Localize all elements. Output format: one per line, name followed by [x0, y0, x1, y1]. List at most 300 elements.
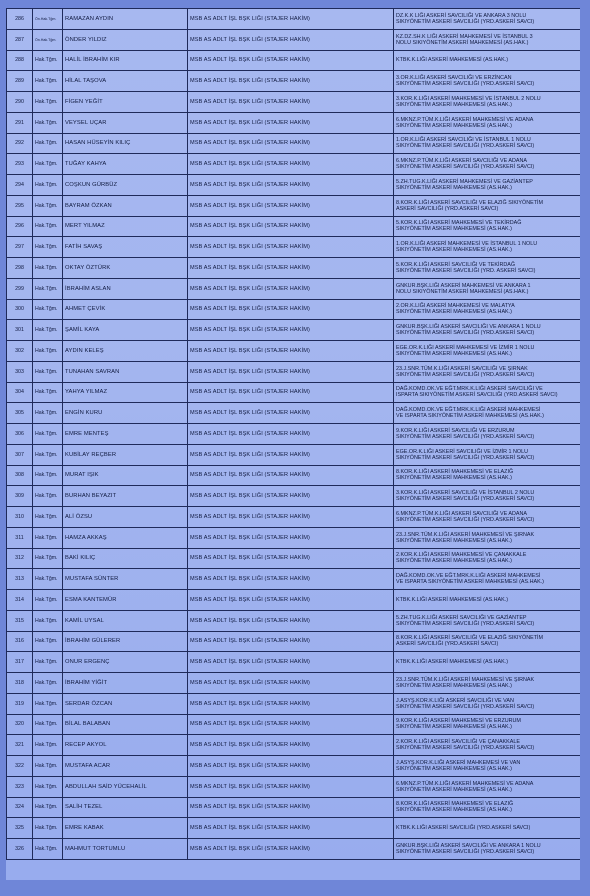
assignment-line: 8.KOR.K.LIĞI ASKERİ MAHKEMESİ VE ELAZIĞ [396, 469, 514, 476]
rank-cell: Hak.Tğm. [33, 569, 63, 590]
assignment-cell [394, 673, 581, 694]
unit-cell: MSB AS ADLT İŞL BŞK LIĞI (STAJER HAKİM) [188, 299, 394, 320]
unit-cell: MSB AS ADLT İŞL BŞK LIĞI (STAJER HAKİM) [188, 631, 394, 652]
assignment-cell [394, 548, 581, 569]
name-cell: RECEP AKYOL [63, 735, 188, 756]
rank-cell: Hak.Tğm. [33, 341, 63, 362]
assignment-line: SIKIYÖNETİM ASKERİ SAVCILIĞI (YRD.ASKERİ SAVCI) [396, 164, 535, 171]
assignment-line: ASKERİ SAVCILIĞI (YRD.ASKERİ SAVCI) [396, 205, 499, 212]
rank-cell: Hak.Tğm. [33, 424, 63, 445]
assignment-cell [394, 195, 581, 216]
assignment-line: SIKIYÖNETİM ASKERİ MAHKEMESİ (AS.HAK.) [396, 350, 512, 357]
assignment-line: GNKUR.BŞK.LIĞI ASKERİ SAVCILIĞI VE ANKARA 1 NOLU [396, 842, 541, 849]
assignment-line: NOLU SIKIYÖNETİM ASKERİ MAHKEMESİ (AS.HAK.) [396, 39, 529, 46]
assignment-cell [394, 527, 581, 548]
rank-cell: Hak.Tğm. [33, 71, 63, 92]
name-cell: KUBİLAY REÇBER [63, 444, 188, 465]
unit-cell: MSB AS ADLT İŞL BŞK LIĞI (STAJER HAKİM) [188, 112, 394, 133]
assignment-line: DAĞ.KOMD.OK.VE EĞT.MRK.K.LIĞI ASKERİ MAHKEMESİ [396, 407, 541, 414]
assignment-line: SIKIYÖNETİM ASKERİ SAVCILIĞI (YRD.ASKERİ SAVCI) [396, 371, 535, 378]
rank-cell: Ön.Hak.Tğm. [33, 29, 63, 50]
rank-cell: Hak.Tğm. [33, 278, 63, 299]
unit-cell: MSB AS ADLT İŞL BŞK LIĞI (STAJER HAKİM) [188, 507, 394, 528]
assignment-cell [394, 29, 581, 50]
assignment-line: 2.KOR.K.LIĞI ASKERİ MAHKEMESİ VE ÇANAKKALE [396, 552, 527, 559]
table-row [7, 258, 581, 279]
assignment-line: 6.MKNZ.P.TÜM.K.LIĞI ASKERİ SAVCILIĞI VE ADANA [396, 510, 528, 517]
table-row [7, 590, 581, 611]
row-number: 294 [7, 175, 33, 196]
rank-cell: Hak.Tğm. [33, 154, 63, 175]
unit-cell: MSB AS ADLT İŞL BŞK LIĞI (STAJER HAKİM) [188, 756, 394, 777]
unit-cell: MSB AS ADLT İŞL BŞK LIĞI (STAJER HAKİM) [188, 714, 394, 735]
rank-cell: Hak.Tğm. [33, 590, 63, 611]
assignment-line: KTBK.K.LIĞI ASKERİ MAHKEMESİ (AS.HAK.) [396, 57, 509, 64]
table-row [7, 839, 581, 860]
unit-cell: MSB AS ADLT İŞL BŞK LIĞI (STAJER HAKİM) [188, 175, 394, 196]
row-number: 319 [7, 693, 33, 714]
rank-cell: Hak.Tğm. [33, 527, 63, 548]
rank-cell: Hak.Tğm. [33, 195, 63, 216]
assignment-cell [394, 278, 581, 299]
row-number: 310 [7, 507, 33, 528]
row-number: 300 [7, 299, 33, 320]
assignment-line: 8.KOR.K.LIĞI ASKERİ SAVCILIĞI VE ELAZIĞ SIKIYÖNETİM [396, 199, 543, 206]
assignment-cell [394, 258, 581, 279]
table-row [7, 631, 581, 652]
table-row [7, 735, 581, 756]
name-cell: MUSTAFA ACAR [63, 756, 188, 777]
table-row [7, 29, 581, 50]
rank-cell: Hak.Tğm. [33, 299, 63, 320]
assignment-cell [394, 299, 581, 320]
rank-cell: Hak.Tğm. [33, 382, 63, 403]
assignment-line: 3.KOR.K.LIĞI ASKERİ MAHKEMESİ VE İSTANBUL 2 NOLU [396, 95, 541, 102]
assignment-cell [394, 112, 581, 133]
table-row [7, 133, 581, 154]
name-cell: ONUR ERGENÇ [63, 652, 188, 673]
rank-cell: Hak.Tğm. [33, 797, 63, 818]
unit-cell: MSB AS ADLT İŞL BŞK LIĞI (STAJER HAKİM) [188, 133, 394, 154]
rank-cell: Hak.Tğm. [33, 465, 63, 486]
rank-cell: Hak.Tğm. [33, 652, 63, 673]
row-number: 305 [7, 403, 33, 424]
row-number: 323 [7, 776, 33, 797]
assignment-line: SIKIYÖNETİM ASKERİ SAVCILIĞI (YRD.ASKERİ SAVCI) [396, 18, 535, 25]
rank-cell: Hak.Tğm. [33, 714, 63, 735]
assignment-line: 2.KOR.K.LIĞI ASKERİ SAVCILIĞI VE ÇANAKKALE [396, 739, 520, 746]
rank-cell: Hak.Tğm. [33, 818, 63, 839]
rank-cell: Hak.Tğm. [33, 237, 63, 258]
assignment-line: 1.OR.K.LIĞI ASKERİ SAVCILIĞI VE İSTANBUL 1 NOLU [396, 137, 531, 144]
name-cell: ESMA KANTEMÜR [63, 590, 188, 611]
assignment-cell [394, 507, 581, 528]
table-row [7, 714, 581, 735]
name-cell: BAKİ KILIÇ [63, 548, 188, 569]
row-number: 326 [7, 839, 33, 860]
assignment-line: VE ISPARTA SIKIYÖNETİM ASKERİ MAHKEMESİ (AS.HAK.) [396, 579, 544, 586]
assignment-line: 5.ZH.TUG.K.LIĞI ASKERİ SAVCILIĞI VE GAZİANTEP [396, 614, 527, 621]
name-cell: SERDAR ÖZCAN [63, 693, 188, 714]
unit-cell: MSB AS ADLT İŞL BŞK LIĞI (STAJER HAKİM) [188, 361, 394, 382]
assignment-line: SIKIYÖNETİM ASKERİ MAHKEMESİ (AS.HAK.) [396, 786, 512, 793]
assignment-line: 9.KOR.K.LIĞI ASKERİ SAVCILIĞI VE ERZURUM [396, 427, 515, 434]
unit-cell: MSB AS ADLT İŞL BŞK LIĞI (STAJER HAKİM) [188, 465, 394, 486]
rank-cell: Hak.Tğm. [33, 756, 63, 777]
unit-cell: MSB AS ADLT İŞL BŞK LIĞI (STAJER HAKİM) [188, 216, 394, 237]
unit-cell: MSB AS ADLT İŞL BŞK LIĞI (STAJER HAKİM) [188, 486, 394, 507]
assignment-line: SIKIYÖNETİM ASKERİ SAVCILIĞI (YRD.ASKERİ SAVCI) [396, 454, 535, 461]
assignment-line: 5.KOR.K.LIĞI ASKERİ MAHKEMESİ VE TEKİRDAĞ [396, 220, 522, 227]
row-number: 325 [7, 818, 33, 839]
assignment-line: NOLU SIKIYÖNETİM ASKERİ MAHKEMESİ (AS.HAK.) [396, 288, 529, 295]
rank-cell: Hak.Tğm. [33, 693, 63, 714]
unit-cell: MSB AS ADLT İŞL BŞK LIĞI (STAJER HAKİM) [188, 320, 394, 341]
assignment-line: SIKIYÖNETİM ASKERİ MAHKEMESİ (AS.HAK.) [396, 724, 512, 731]
assignment-line: VE ISPARTA SIKIYÖNETİM ASKERİ MAHKEMESİ (AS.HAK.) [396, 413, 544, 420]
table-row [7, 797, 581, 818]
table-row [7, 195, 581, 216]
appointment-table [6, 8, 580, 860]
name-cell: EMRE MENTEŞ [63, 424, 188, 445]
rank-cell: Hak.Tğm. [33, 50, 63, 71]
document-page [6, 8, 580, 880]
table-row [7, 527, 581, 548]
assignment-cell [394, 465, 581, 486]
name-cell: HALİL İBRAHİM KIR [63, 50, 188, 71]
assignment-line: 1.OR.K.LIĞI ASKERİ MAHKEMESİ VE İSTANBUL 1 NOLU [396, 241, 538, 248]
rank-cell: Hak.Tğm. [33, 216, 63, 237]
assignment-line: SIKIYÖNETİM ASKERİ MAHKEMESİ (AS.HAK.) [396, 101, 512, 108]
name-cell: VEYSEL UÇAR [63, 112, 188, 133]
rank-cell: Hak.Tğm. [33, 92, 63, 113]
unit-cell: MSB AS ADLT İŞL BŞK LIĞI (STAJER HAKİM) [188, 693, 394, 714]
rank-cell: Hak.Tğm. [33, 548, 63, 569]
name-cell: İBRAHİM GÜLERER [63, 631, 188, 652]
assignment-cell [394, 652, 581, 673]
row-number: 321 [7, 735, 33, 756]
unit-cell: MSB AS ADLT İŞL BŞK LIĞI (STAJER HAKİM) [188, 424, 394, 445]
table-row [7, 154, 581, 175]
table-row [7, 486, 581, 507]
assignment-cell [394, 154, 581, 175]
assignment-cell [394, 71, 581, 92]
table-row [7, 341, 581, 362]
table-row [7, 112, 581, 133]
table-row [7, 652, 581, 673]
row-number: 293 [7, 154, 33, 175]
assignment-line: SIKIYÖNETİM ASKERİ SAVCILIĞI (YRD.ASKERİ SAVCI) [396, 516, 535, 523]
name-cell: BİLAL BALABAN [63, 714, 188, 735]
row-number: 288 [7, 50, 33, 71]
row-number: 311 [7, 527, 33, 548]
assignment-line: SIKIYÖNETİM ASKERİ SAVCILIĞI (YRD.ASKERİ SAVCI) [396, 848, 535, 855]
name-cell: SALİH TEZEL [63, 797, 188, 818]
assignment-cell [394, 756, 581, 777]
assignment-line: 6.MKNZ.P.TÜM.K.LIĞI ASKERİ MAHKEMESİ VE ADANA [396, 116, 534, 123]
name-cell: FİGEN YEĞİT [63, 92, 188, 113]
rank-cell: Hak.Tğm. [33, 403, 63, 424]
row-number: 299 [7, 278, 33, 299]
table-row [7, 569, 581, 590]
rank-cell: Hak.Tğm. [33, 486, 63, 507]
assignment-line: 5.KOR.K.LIĞI ASKERİ SAVCILIĞI VE TEKİRDAĞ [396, 261, 516, 268]
row-number: 322 [7, 756, 33, 777]
unit-cell: MSB AS ADLT İŞL BŞK LIĞI (STAJER HAKİM) [188, 237, 394, 258]
row-number: 301 [7, 320, 33, 341]
row-number: 306 [7, 424, 33, 445]
table-row [7, 320, 581, 341]
assignment-cell [394, 797, 581, 818]
assignment-cell [394, 175, 581, 196]
name-cell: MERT YILMAZ [63, 216, 188, 237]
assignment-cell [394, 50, 581, 71]
rank-cell: Hak.Tğm. [33, 631, 63, 652]
row-number: 292 [7, 133, 33, 154]
assignment-line: SIKIYÖNETİM ASKERİ SAVCILIĞI (YRD.ASKERİ SAVCI) [396, 81, 535, 88]
table-row [7, 548, 581, 569]
assignment-line: EGE.OR.K.LIĞI ASKERİ MAHKEMESİ VE İZMİR 1 NOLU [396, 344, 535, 351]
assignment-line: SIKIYÖNETİM ASKERİ MAHKEMESİ (AS.HAK.) [396, 226, 512, 233]
rank-cell: Hak.Tğm. [33, 133, 63, 154]
rank-cell: Hak.Tğm. [33, 507, 63, 528]
assignment-line: KZ.DZ.SH.K LIĞI ASKERİ MAHKEMESİ VE İSTANBUL 3 [396, 33, 533, 40]
assignment-line: 3.OR.K.LIĞI ASKERİ SAVCILIĞI VE ERZİNCAN [396, 75, 512, 82]
name-cell: ABDULLAH SAİD YÜCEHALİL [63, 776, 188, 797]
assignment-line: 23.J.SNR.TÜM.K.LIĞI ASKERİ MAHKEMESİ VE ŞIRNAK [396, 531, 535, 538]
assignment-line: SIKIYÖNETİM ASKERİ MAHKEMESİ (AS.HAK.) [396, 475, 512, 482]
assignment-line: SIKIYÖNETİM ASKERİ MAHKEMESİ (AS.HAK.) [396, 122, 512, 129]
rank-cell: Hak.Tğm. [33, 175, 63, 196]
rank-cell: Hak.Tğm. [33, 776, 63, 797]
table-row [7, 818, 581, 839]
unit-cell: MSB AS ADLT İŞL BŞK LIĞI (STAJER HAKİM) [188, 195, 394, 216]
unit-cell: MSB AS ADLT İŞL BŞK LIĞI (STAJER HAKİM) [188, 92, 394, 113]
row-number: 302 [7, 341, 33, 362]
rank-cell: Hak.Tğm. [33, 258, 63, 279]
name-cell: YAHYA YILMAZ [63, 382, 188, 403]
assignment-line: SIKIYÖNETİM ASKERİ MAHKEMESİ (AS.HAK.) [396, 682, 512, 689]
assignment-cell [394, 714, 581, 735]
assignment-line: DZ.K.K LIĞI ASKERİ SAVCILIĞI VE ANKARA 3 NOLU [396, 12, 527, 19]
name-cell: İBRAHİM ASLAN [63, 278, 188, 299]
row-number: 307 [7, 444, 33, 465]
table-row [7, 278, 581, 299]
table-row [7, 673, 581, 694]
assignment-line: DAĞ.KOMD.OK.VE EĞT.MRK.K.LIĞI ASKERİ MAHKEMESİ [396, 573, 541, 580]
table-row [7, 382, 581, 403]
assignment-line: GNKUR.BŞK.LIĞI ASKERİ SAVCILIĞI VE ANKARA 1 NOLU [396, 324, 541, 331]
assignment-cell [394, 839, 581, 860]
assignment-line: 9.KOR.K.LIĞI ASKERİ MAHKEMESİ VE ERZURUM [396, 718, 521, 725]
row-number: 295 [7, 195, 33, 216]
unit-cell: MSB AS ADLT İŞL BŞK LIĞI (STAJER HAKİM) [188, 50, 394, 71]
assignment-line: SIKIYÖNETİM ASKERİ SAVCILIĞI (YRD. ASKERİ SAVCI) [396, 267, 536, 274]
assignment-line: SIKIYÖNETİM ASKERİ MAHKEMESİ (AS.HAK.) [396, 558, 512, 565]
table-row [7, 92, 581, 113]
assignment-line: SIKIYÖNETİM ASKERİ MAHKEMESİ (AS.HAK.) [396, 537, 512, 544]
assignment-line: KTBK.K.LIĞI ASKERİ SAVCILIĞI (YRD.ASKERİ SAVCI) [396, 825, 531, 832]
assignment-line: ASKERİ SAVCILIĞI (YRD.ASKERİ SAVCI) [396, 641, 499, 648]
table-row [7, 71, 581, 92]
assignment-line: 23.J.SNR.TÜM.K.LIĞI ASKERİ MAHKEMESİ VE ŞIRNAK [396, 676, 535, 683]
assignment-line: SIKIYÖNETİM ASKERİ SAVCILIĞI (YRD.ASKERİ SAVCI) [396, 620, 535, 627]
assignment-cell [394, 776, 581, 797]
name-cell: EMRE KABAK [63, 818, 188, 839]
row-number: 304 [7, 382, 33, 403]
name-cell: KAMİL UYSAL [63, 610, 188, 631]
assignment-line: GNKUR.BŞK.LIĞI ASKERİ MAHKEMESİ VE ANKARA 1 [396, 282, 531, 289]
assignment-line: SIKIYÖNETİM ASKERİ SAVCILIĞI (YRD.ASKERİ SAVCI) [396, 330, 535, 337]
rank-cell: Hak.Tğm. [33, 320, 63, 341]
rank-cell: Ön.Hak.Tğm. [33, 9, 63, 30]
assignment-cell [394, 133, 581, 154]
name-cell: AHMET ÇEVİK [63, 299, 188, 320]
row-number: 290 [7, 92, 33, 113]
assignment-cell [394, 693, 581, 714]
assignment-line: SIKIYÖNETİM ASKERİ SAVCILIĞI (YRD.ASKERİ SAVCI) [396, 143, 535, 150]
table-row [7, 465, 581, 486]
assignment-line: 8.KOR.K.LIĞI ASKERİ MAHKEMESİ VE ELAZIĞ [396, 801, 514, 808]
row-number: 312 [7, 548, 33, 569]
assignment-cell [394, 382, 581, 403]
row-number: 324 [7, 797, 33, 818]
unit-cell: MSB AS ADLT İŞL BŞK LIĞI (STAJER HAKİM) [188, 29, 394, 50]
row-number: 286 [7, 9, 33, 30]
row-number: 308 [7, 465, 33, 486]
assignment-line: 5.ZH.TUG.K.LIĞI ASKERİ MAHKEMESİ VE GAZİANTEP [396, 178, 533, 185]
assignment-line: 23.J.SNR.TÜM.K.LIĞI ASKERİ SAVCILIĞI VE ŞIRNAK [396, 365, 528, 372]
rank-cell: Hak.Tğm. [33, 735, 63, 756]
assignment-line: J.ASYŞ.KOR.K.LIĞI ASKERİ SAVCILIĞI VE VAN [396, 697, 514, 704]
unit-cell: MSB AS ADLT İŞL BŞK LIĞI (STAJER HAKİM) [188, 258, 394, 279]
name-cell: BAYRAM ÖZKAN [63, 195, 188, 216]
unit-cell: MSB AS ADLT İŞL BŞK LIĞI (STAJER HAKİM) [188, 527, 394, 548]
name-cell: HASAN HÜSEYİN KILIÇ [63, 133, 188, 154]
row-number: 297 [7, 237, 33, 258]
row-number: 316 [7, 631, 33, 652]
rank-cell: Hak.Tğm. [33, 673, 63, 694]
name-cell: MURAT IŞIK [63, 465, 188, 486]
unit-cell: MSB AS ADLT İŞL BŞK LIĞI (STAJER HAKİM) [188, 652, 394, 673]
assignment-cell [394, 590, 581, 611]
unit-cell: MSB AS ADLT İŞL BŞK LIĞI (STAJER HAKİM) [188, 776, 394, 797]
name-cell: TUNAHAN SAVRAN [63, 361, 188, 382]
assignment-cell [394, 92, 581, 113]
row-number: 287 [7, 29, 33, 50]
assignment-cell [394, 818, 581, 839]
row-number: 315 [7, 610, 33, 631]
table-row [7, 776, 581, 797]
assignment-line: 3.KOR.K.LIĞI ASKERİ SAVCILIĞI VE İSTANBUL 2 NOLU [396, 490, 535, 497]
assignment-cell [394, 216, 581, 237]
assignment-line: DAĞ.KOMD.OK.VE EĞT.MRK.K.LIĞI ASKERİ SAVCILIĞI VE [396, 386, 543, 393]
table-row [7, 403, 581, 424]
unit-cell: MSB AS ADLT İŞL BŞK LIĞI (STAJER HAKİM) [188, 9, 394, 30]
name-cell: ÖNDER YILDIZ [63, 29, 188, 50]
table-row [7, 9, 581, 30]
assignment-cell [394, 403, 581, 424]
table-row [7, 237, 581, 258]
unit-cell: MSB AS ADLT İŞL BŞK LIĞI (STAJER HAKİM) [188, 341, 394, 362]
rank-cell: Hak.Tğm. [33, 361, 63, 382]
assignment-line: 8.KOR.K.LIĞI ASKERİ SAVCILIĞI VE ELAZIĞ SIKIYÖNETİM [396, 635, 543, 642]
rank-cell: Hak.Tğm. [33, 444, 63, 465]
assignment-cell [394, 341, 581, 362]
assignment-cell [394, 444, 581, 465]
assignment-cell [394, 610, 581, 631]
rank-cell: Hak.Tğm. [33, 112, 63, 133]
assignment-line: SIKIYÖNETİM ASKERİ SAVCILIĞI (YRD.ASKERİ SAVCI) [396, 496, 535, 503]
assignment-cell [394, 486, 581, 507]
row-number: 309 [7, 486, 33, 507]
name-cell: ALİ ÖZSU [63, 507, 188, 528]
name-cell: FATİH SAVAŞ [63, 237, 188, 258]
unit-cell: MSB AS ADLT İŞL BŞK LIĞI (STAJER HAKİM) [188, 590, 394, 611]
unit-cell: MSB AS ADLT İŞL BŞK LIĞI (STAJER HAKİM) [188, 569, 394, 590]
table-row [7, 216, 581, 237]
table-row [7, 610, 581, 631]
unit-cell: MSB AS ADLT İŞL BŞK LIĞI (STAJER HAKİM) [188, 278, 394, 299]
assignment-cell [394, 237, 581, 258]
assignment-line: SIKIYÖNETİM ASKERİ MAHKEMESİ (AS.HAK.) [396, 247, 512, 254]
row-number: 313 [7, 569, 33, 590]
unit-cell: MSB AS ADLT İŞL BŞK LIĞI (STAJER HAKİM) [188, 548, 394, 569]
name-cell: TUĞAY KAHYA [63, 154, 188, 175]
row-number: 291 [7, 112, 33, 133]
rank-cell: Hak.Tğm. [33, 839, 63, 860]
table-row [7, 507, 581, 528]
unit-cell: MSB AS ADLT İŞL BŞK LIĞI (STAJER HAKİM) [188, 382, 394, 403]
name-cell: MAHMUT TORTUMLU [63, 839, 188, 860]
assignment-line: ISPARTA SIKIYÖNETİM ASKERİ SAVCILIĞI (YRD.ASKERİ SAVCI) [396, 392, 558, 399]
table-row [7, 50, 581, 71]
table-row [7, 444, 581, 465]
assignment-cell [394, 631, 581, 652]
name-cell: AYDIN KELEŞ [63, 341, 188, 362]
table-row [7, 175, 581, 196]
assignment-cell [394, 361, 581, 382]
name-cell: ŞAMİL KAYA [63, 320, 188, 341]
assignment-cell [394, 9, 581, 30]
row-number: 317 [7, 652, 33, 673]
assignment-line: 6.MKNZ.P.TÜM.K.LIĞI ASKERİ MAHKEMESİ VE ADANA [396, 780, 534, 787]
assignment-line: SIKIYÖNETİM ASKERİ SAVCILIĞI (YRD.ASKERİ SAVCI) [396, 433, 535, 440]
unit-cell: MSB AS ADLT İŞL BŞK LIĞI (STAJER HAKİM) [188, 444, 394, 465]
assignment-line: SIKIYÖNETİM ASKERİ SAVCILIĞI (YRD.ASKERİ SAVCI) [396, 745, 535, 752]
unit-cell: MSB AS ADLT İŞL BŞK LIĞI (STAJER HAKİM) [188, 735, 394, 756]
assignment-line: EGE.OR.K.LIĞI ASKERİ SAVCILIĞI VE İZMİR 1 NOLU [396, 448, 529, 455]
name-cell: RAMAZAN AYDIN [63, 9, 188, 30]
assignment-line: SIKIYÖNETİM ASKERİ SAVCILIĞI (YRD.ASKERİ SAVCI) [396, 703, 535, 710]
name-cell: OKTAY ÖZTÜRK [63, 258, 188, 279]
name-cell: BURHAN BEYAZIT [63, 486, 188, 507]
row-number: 320 [7, 714, 33, 735]
unit-cell: MSB AS ADLT İŞL BŞK LIĞI (STAJER HAKİM) [188, 839, 394, 860]
assignment-line: SIKIYÖNETİM ASKERİ MAHKEMESİ (AS.HAK.) [396, 309, 512, 316]
table-row [7, 756, 581, 777]
unit-cell: MSB AS ADLT İŞL BŞK LIĞI (STAJER HAKİM) [188, 818, 394, 839]
name-cell: COŞKUN GÜRBÜZ [63, 175, 188, 196]
unit-cell: MSB AS ADLT İŞL BŞK LIĞI (STAJER HAKİM) [188, 610, 394, 631]
table-row [7, 424, 581, 445]
assignment-line: J.ASYŞ.KOR.K.LIĞI ASKERİ MAHKEMESİ VE VAN [396, 759, 521, 766]
name-cell: HİLAL TAŞOVA [63, 71, 188, 92]
assignment-line: 2.OR.K.LIĞI ASKERİ MAHKEMESİ VE MALATYA [396, 303, 515, 310]
assignment-cell [394, 735, 581, 756]
name-cell: İBRAHİM YİĞİT [63, 673, 188, 694]
assignment-line: SIKIYÖNETİM ASKERİ MAHKEMESİ (AS.HAK.) [396, 765, 512, 772]
